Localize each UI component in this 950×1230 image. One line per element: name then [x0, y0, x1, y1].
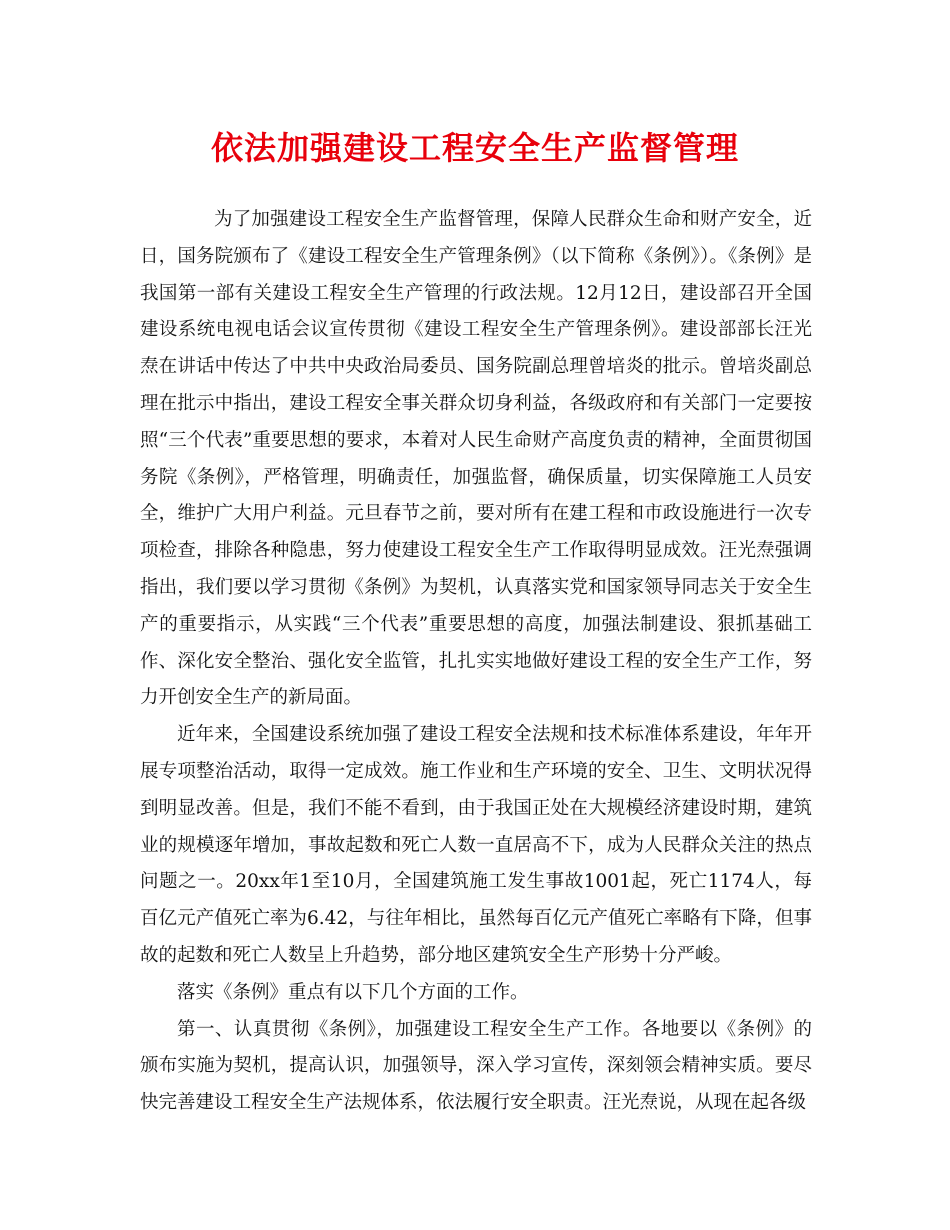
document-title: 依法加强建设工程安全生产监督管理: [210, 129, 739, 167]
paragraph-2: 近年来，全国建设系统加强了建设工程安全法规和技术标准体系建设，年年开展专项整治活动，取得一定成效。施工作业和生产环境的安全、卫生、文明状况得到明显改善。但是，我们不能不看到，由于我国正处在大规模经济建设时期，建筑业的规模逐年增加，事故起数和死亡人数一直居高不下，成为人民群众关注的热点问题之一。20xx年1至10月，全国建筑施工发生事故1001起，死亡1174人，每百亿元产值死亡率为6.42，与往年相比，虽然每百亿元产值死亡率略有下降，但事故的起数和死亡人数呈上升趋势，部分地区建筑安全生产形势十分严峻。: [140, 724, 812, 966]
document-body: [140, 202, 812, 1122]
paragraph-3: 落实《条例》重点有以下几个方面的工作。: [177, 981, 529, 1003]
paragraph-4: 第一、认真贯彻《条例》，加强建设工程安全生产工作。各地要以《条例》的颁布实施为契机，提高认识，加强领导，深入学习宣传，深刻领会精神实质。要尽快完善建设工程安全生产法规体系，依法履行安全职责。汪光焘说，从现在起各级: [140, 1018, 812, 1114]
paragraph-1: 为了加强建设工程安全生产监督管理，保障人民群众生命和财产安全，近日，国务院颁布了《建设工程安全生产管理条例》（以下简称《条例》）。《条例》是我国第一部有关建设工程安全生产管理的行政法规。12月12日，建设部召开全国建设系统电视电话会议宣传贯彻《建设工程安全生产管理条例》。建设部部长汪光焘在讲话中传达了中共中央政治局委员、国务院副总理曾培炎的批示。曾培炎副总理在批示中指出，建设工程安全事关群众切身利益，各级政府和有关部门一定要按照“三个代表”重要思想的要求，本着对人民生命财产高度负责的精神，全面贯彻国务院《条例》，严格管理，明确责任，加强监督，确保质量，切实保障施工人员安全，维护广大用户利益。元旦春节之前，要对所有在建工程和市政设施进行一次专项检查，排除各种隐患，努力使建设工程安全生产工作取得明显成效。汪光焘强调指出，我们要以学习贯彻《条例》为契机，认真落实党和国家领导同志关于安全生产的重要指示，从实践“三个代表”重要思想的高度，加强法制建设、狠抓基础工作、深化安全整治、强化安全监管，扎扎实实地做好建设工程的安全生产工作，努力开创安全生产的新局面。: [140, 209, 812, 709]
